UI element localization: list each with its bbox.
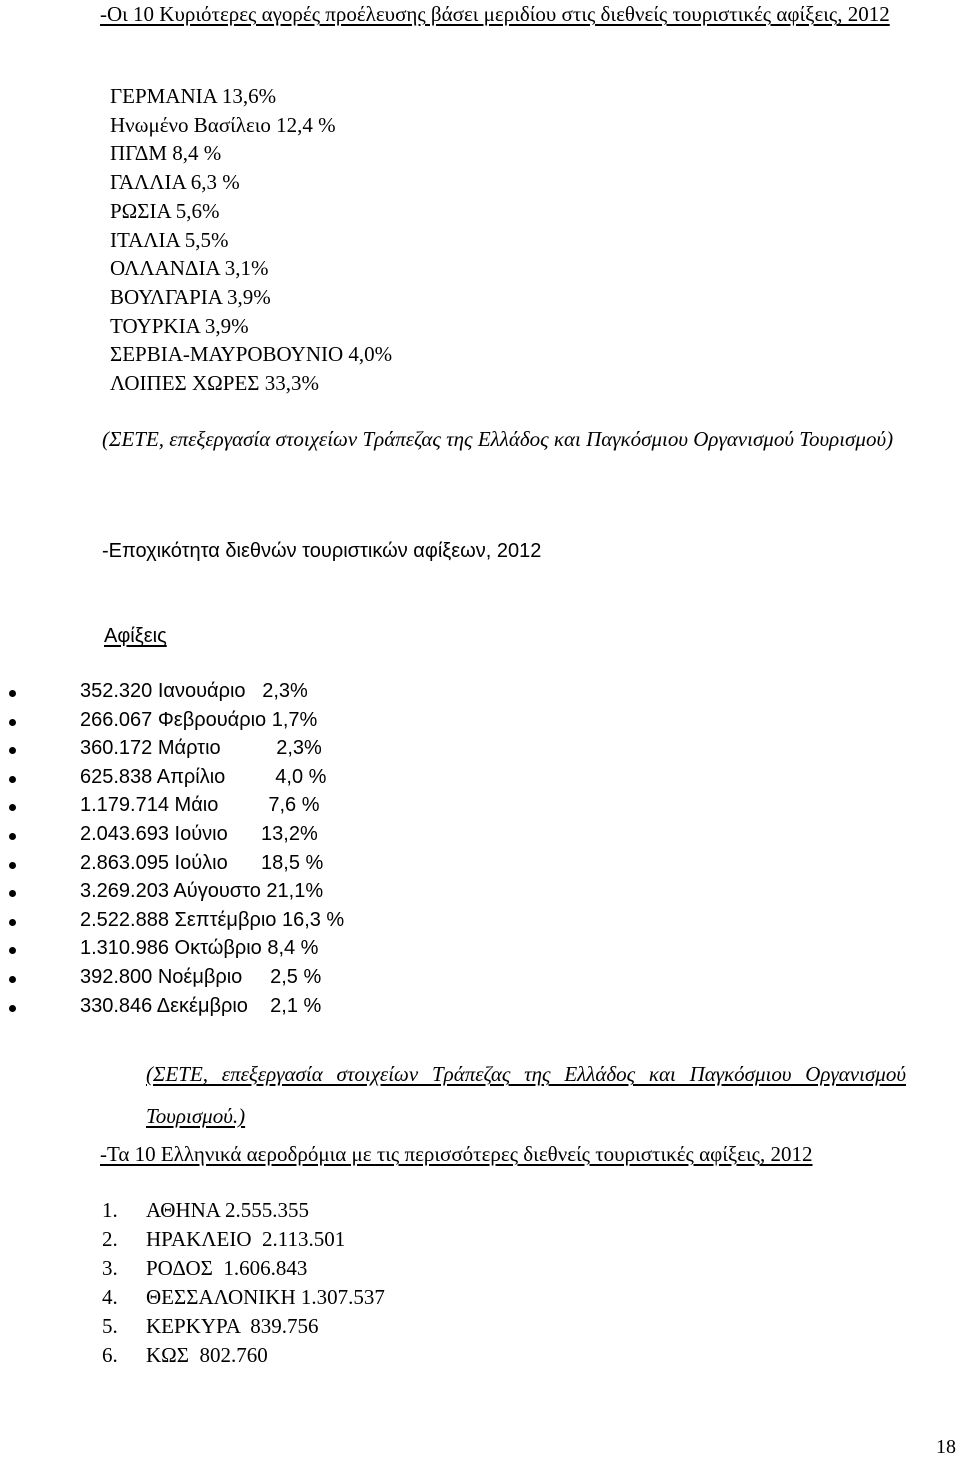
section1-title: -Οι 10 Κυριότερες αγορές προέλευσης βάσει μεριδίου στις διεθνείς τουριστικές αφίξεις, 2012 [100,2,890,26]
month-entry: 392.800 Νοέμβριο 2,5 % [80,966,322,988]
airport-entry: ΚΕΡΚΥΡΑ 839.756 [146,1314,319,1338]
bullet-icon [9,947,16,954]
list-item [0,1198,600,1227]
airport-entry: ΑΘΗΝΑ 2.555.355 [146,1198,310,1222]
item-number: 3. [102,1256,118,1280]
item-number: 4. [102,1285,118,1309]
bullet-icon [9,919,16,926]
bullet-icon [9,862,16,869]
month-entry: 266.067 Φεβρουάριο 1,7% [80,708,318,731]
bullet-icon [9,690,16,697]
list-item [0,1285,600,1314]
source-note: (ΣΕΤΕ, επεξεργασία στοιχείων Τράπεζας της Ελλάδος και Παγκόσμιου Οργανισμού Τουρισμού) [102,427,894,451]
month-entry: 330.846 Δεκέμβριο 2,1 % [80,994,322,1017]
list-item [0,1343,600,1372]
bullet-icon [9,776,16,783]
list-item [0,680,600,708]
list-item [0,880,600,908]
list-item: Ηνωμένο Βασίλειο 12,4 % [110,112,336,137]
list-item [0,737,600,765]
list-item: ΡΩΣΙΑ 5,6% [110,198,220,223]
list-item: ΠΓΔΜ 8,4 % [110,141,222,166]
list-item: ΒΟΥΛΓΑΡΙΑ 3,9% [110,284,271,309]
month-entry: 1.310.986 Οκτώβριο 8,4 % [80,937,319,960]
airport-entry: ΡΟΔΟΣ 1.606.843 [146,1256,308,1280]
month-entry: 625.838 Απρίλιο 4,0 % [80,765,327,788]
list-item [0,766,600,794]
list-item [0,1314,600,1343]
month-entry: 360.172 Μάρτιο 2,3% [80,737,322,760]
list-item [0,709,600,737]
item-number: 2. [102,1227,118,1251]
airport-entry: ΘΕΣΣΑΛΟΝΙΚΗ 1.307.537 [146,1285,385,1309]
month-entry: 2.522.888 Σεπτέμβριο 16,3 % [80,908,345,931]
list-item [0,995,600,1023]
list-item [0,852,600,880]
list-item [0,937,600,965]
bullet-icon [9,1005,16,1012]
bullet-icon [9,976,16,983]
list-item [0,909,600,937]
item-number: 5. [102,1314,118,1338]
list-item: ΟΛΛΑΝΔΙΑ 3,1% [110,256,269,281]
page-number: 18 [936,1436,956,1458]
list-item [0,794,600,822]
airport-entry: ΚΩΣ 802.760 [146,1343,268,1367]
list-item [0,823,600,851]
bullet-icon [9,747,16,754]
market-share-list [110,82,392,398]
list-item [0,1256,600,1285]
arrivals-label: Αφίξεις [104,625,167,647]
list-item: ΣΕΡΒΙΑ-ΜΑΥΡΟΒΟΥΝΙΟ 4,0% [110,342,393,367]
source-note-2: (ΣΕΤΕ, επεξεργασία στοιχείων Τράπεζας της Ελλάδος και Παγκόσμιου Οργανισμού Τουρισμού.) [146,1062,906,1128]
month-entry: 1.179.714 Μάιο 7,6 % [80,794,320,817]
list-item [0,1227,600,1256]
month-entry: 2.863.095 Ιούλιο 18,5 % [80,851,324,874]
list-item: ΓΑΛΛΙΑ 6,3 % [110,170,240,195]
bullet-icon [9,804,16,811]
item-number: 6. [102,1343,118,1367]
airport-entry: ΗΡΑΚΛΕΙΟ 2.113.501 [146,1227,346,1251]
month-entry: 352.320 Ιανουάριο 2,3% [80,680,308,702]
bullet-icon [9,833,16,840]
section3-title: -Τα 10 Ελληνικά αεροδρόμια με τις περισσότερες διεθνείς τουριστικές αφίξεις, 2012 [100,1142,813,1166]
bullet-icon [9,890,16,897]
month-entry: 2.043.693 Ιούνιο 13,2% [80,823,318,845]
list-item: ΛΟΙΠΕΣ ΧΩΡΕΣ 33,3% [110,371,319,396]
list-item: ΙΤΑΛΙΑ 5,5% [110,227,229,252]
list-item [0,966,600,994]
month-entry: 3.269.203 Αύγουστο 21,1% [80,880,324,903]
section2-title: -Εποχικότητα διεθνών τουριστικών αφίξεων, 2012 [102,540,542,562]
item-number: 1. [102,1198,118,1222]
bullet-icon [9,719,16,726]
list-item: ΤΟΥΡΚΙΑ 3,9% [110,313,249,338]
list-item: ΓΕΡΜΑΝΙΑ 13,6% [110,84,277,108]
